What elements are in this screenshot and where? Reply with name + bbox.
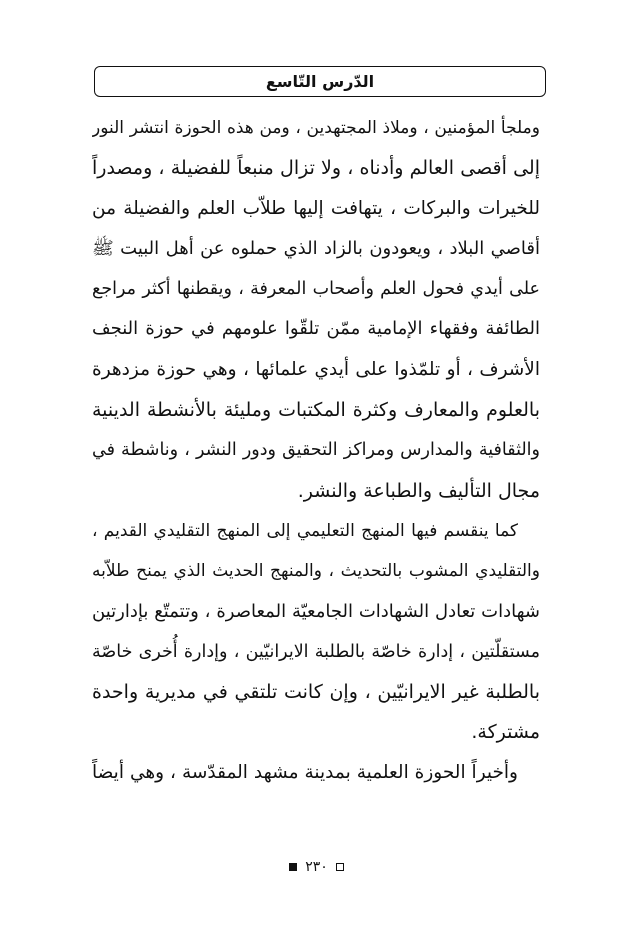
text-line: بالعلوم والمعارف وكثرة المكتبات ومليئة بالأنشطة الدينية xyxy=(92,399,540,422)
text-line: على أيدي فحول العلم وأصحاب المعرفة ، ويقطنها أكثر مراجع xyxy=(92,279,540,300)
text-line: مجال التأليف والطباعة والنشر. xyxy=(297,479,540,502)
text-line: مستقلّتين ، إدارة خاصّة بالطلبة الايرانيّين ، وإدارة أُخرى خاصّة xyxy=(92,641,540,662)
page-footer xyxy=(0,860,633,874)
text-line: بالطلبة غير الايرانيّين ، وإن كانت تلتقي في مديرية واحدة xyxy=(92,681,540,704)
text-line: للخيرات والبركات ، يتهافت إليها طلاّب العلم والفضيلة من xyxy=(92,197,540,219)
page-number: ٢٣٠ xyxy=(305,859,328,875)
text-line: إلى أقصى العالم وأدناه ، ولا تزال منبعاً للفضيلة ، ومصدراً xyxy=(92,157,540,180)
body-text xyxy=(92,108,540,793)
text-line: والتقليدي المشوب بالتحديث ، والمنهج الحديث الذي يمنح طلاّبه xyxy=(92,561,540,582)
text-line: شهادات تعادل الشهادات الجامعيّة المعاصرة ، وتتمتّع بإدارتين xyxy=(92,600,540,622)
empty-square-icon xyxy=(336,863,344,871)
text-line: أقاصي البلاد ، ويعودون بالزاد الذي حملوه عن أهل البيت ﷺ xyxy=(92,237,540,259)
lesson-header-box xyxy=(94,66,546,97)
lesson-title: الدّرس التّاسع xyxy=(265,71,375,91)
text-line: الطائفة وفقهاء الإمامية ممّن تلقّوا علومهم في حوزة النجف xyxy=(92,318,540,340)
text-line: وأخيراً الحوزة العلمية بمدينة مشهد المقدّسة ، وهي أيضاً xyxy=(92,761,518,783)
text-line: الأشرف ، أو تلمّذوا على أيدي علمائها ، وهي حوزة مزدهرة xyxy=(92,358,540,380)
text-line: كما ينقسم فيها المنهج التعليمي إلى المنهج التقليدي القديم ، xyxy=(92,520,518,541)
text-line: وملجأ المؤمنين ، وملاذ المجتهدين ، ومن هذه الحوزة انتشر النور xyxy=(92,118,540,138)
filled-square-icon xyxy=(289,863,297,871)
text-line: والثقافية والمدارس ومراكز التحقيق ودور النشر ، وناشطة في xyxy=(92,440,540,461)
text-line: مشتركة. xyxy=(471,721,540,744)
